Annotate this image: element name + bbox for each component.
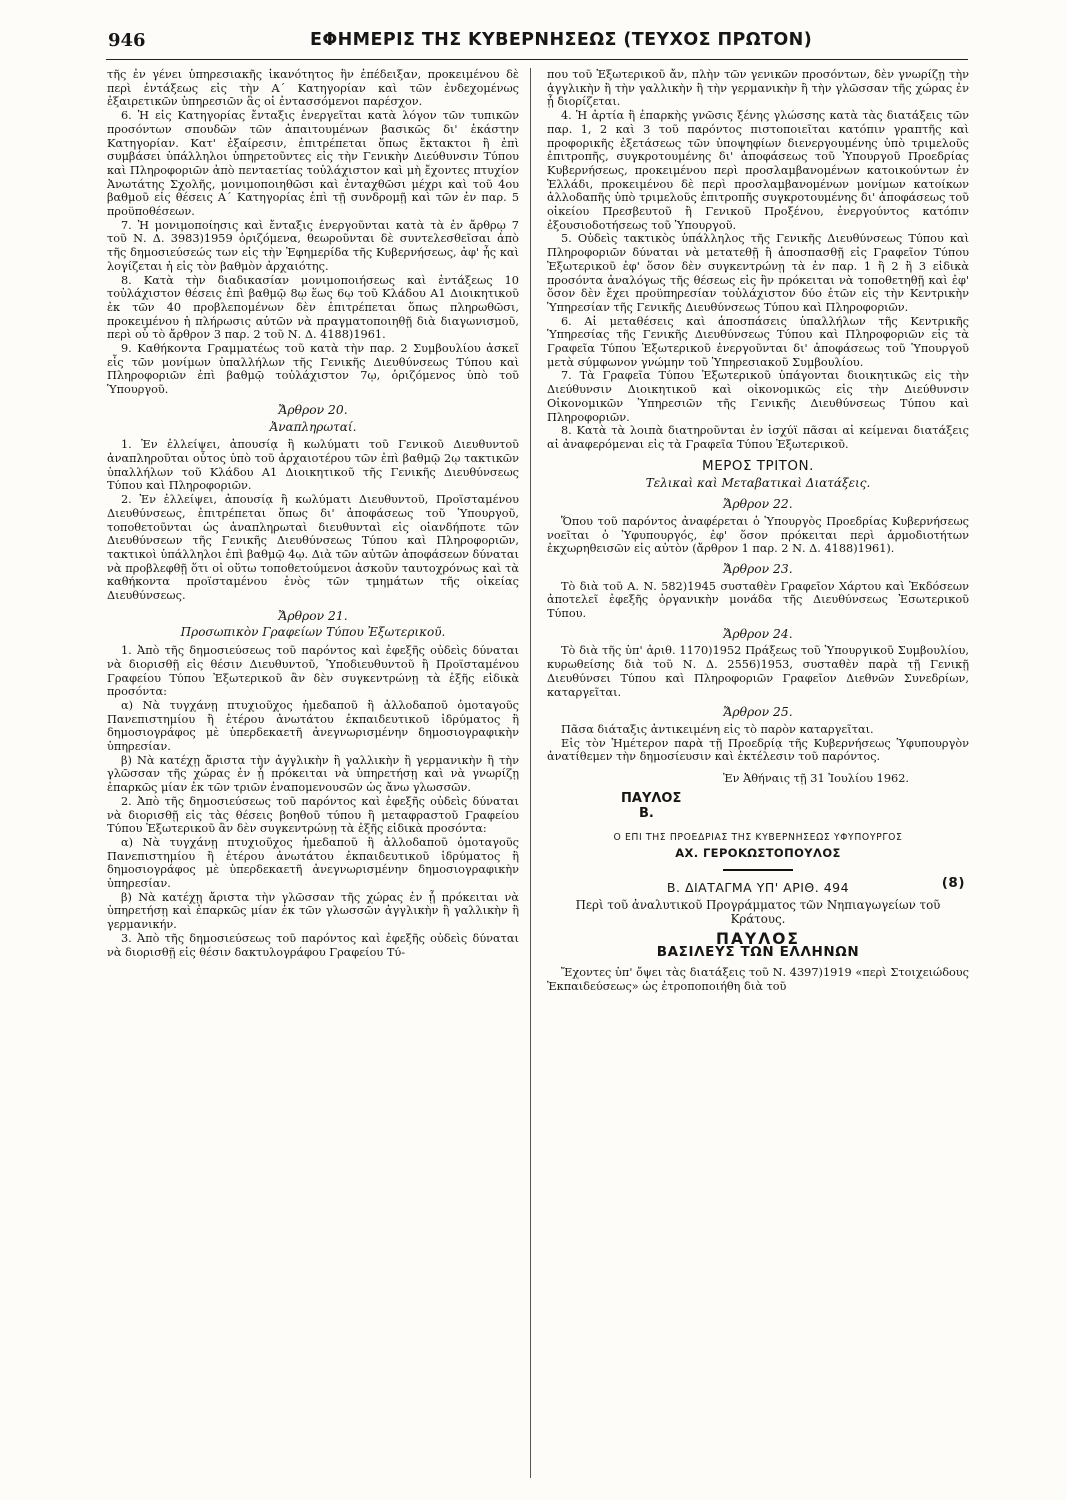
part-subtitle: Τελικαὶ καὶ Μεταβατικαὶ Διατάξεις. (645, 476, 871, 491)
paragraph: 2. Ἐν ἐλλείψει, ἀπουσίᾳ ἢ κωλύματι Διευθυντοῦ, Προϊσταμένου Διευθύνσεως, ἐπιτρέπεται ὅπως δι' ἀποφάσεως τοῦ Ὑπουργοῦ, τοποθετοῦνται ὡς ἀναπληρωταὶ διευθυνταὶ εἰς οἱανδήποτε τῶν Διευθύνσεων τῆς Γενικῆς Διευθύνσεως Τύπου καὶ Πληροφοριῶν, τακτικοὶ ὑπάλληλοι ἐπὶ βαθμῷ 4ῳ. Διὰ τῶν αὐτῶν ἀποφάσεων δύναται νὰ προβλεφθῇ ὅτι οἱ οὕτω τοποθετούμενοι ἀσκοῦν ταυτοχρόνως καὶ τὰ καθήκοντα προϊσταμένου ἑνὸς τῶν τμημάτων τῆς οἰκείας Διευθύνσεως. (107, 493, 519, 603)
decree-heading-text: Β. ΔΙΑΤΑΓΜΑ ΥΠ' ΑΡΙΘ. 494 (666, 879, 850, 895)
paragraph: Ἔχοντες ὑπ' ὄψει τὰς διατάξεις τοῦ Ν. 4397)1919 «περὶ Στοιχειώδους Ἐκπαιδεύσεως» ὡς ἐτροποποιήθη διὰ τοῦ (547, 966, 969, 993)
paragraph: 7. Τὰ Γραφεῖα Τύπου Ἐξωτερικοῦ ὑπάγονται διοικητικῶς εἰς τὴν Διεύθυνσιν Διοικητικοῦ καὶ οἰκονομικῶς εἰς τὴν Διεύθυνσιν Οἰκονομικῶν Ὑπηρεσιῶν τῆς Γενικῆς Διευθύνσεως Τύπου καὶ Πληροφοριῶν. (547, 369, 969, 424)
paragraph: α) Νὰ τυγχάνῃ πτυχιοῦχος ἡμεδαποῦ ἢ ἀλλοδαποῦ ὁμοταγοῦς Πανεπιστημίου ἢ ἑτέρου ἀνωτάτου ἐκπαιδευτικοῦ ἱδρύματος ἢ δημοσιογράφος μὲ ὑπερδεκαετῆ ἀνεγνωρισμένην δημοσιογραφικὴν ὑπηρεσίαν. (107, 835, 519, 891)
signature-initial: Β. (639, 806, 654, 822)
column-divider (530, 68, 531, 1478)
paragraph: β) Νὰ κατέχῃ ἄριστα τὴν ἀγγλικὴν ἢ γαλλικὴν ἢ γερμανικὴν ἢ τὴν γλῶσσαν τῆς χώρας ἐν ᾗ πρόκειται νὰ ὑπηρετήσῃ καὶ νὰ γνωρίζῃ ἐπαρκῶς μίαν ἐκ τῶν τριῶν ἐναπομενουσῶν ὡς ἄνω γλωσσῶν. (107, 753, 519, 795)
paragraph: Πᾶσα διάταξις ἀντικειμένη εἰς τὸ παρὸν καταργεῖται. (561, 722, 874, 736)
part-heading: ΜΕΡΟΣ ΤΡΙΤΟΝ. (702, 457, 814, 474)
paragraph: Τὸ διὰ τῆς ὑπ' ἀριθ. 1170)1952 Πράξεως τοῦ Ὑπουργικοῦ Συμβουλίου, κυρωθείσης διὰ τοῦ Ν. Δ. 2556)1953, συσταθὲν παρὰ τῇ Γενικῇ Διευθύνσει Τύπου καὶ Πληροφοριῶν Γραφεῖον Διεθνῶν Συνεδρίων, καταργεῖται. (547, 644, 969, 699)
paragraph: 9. Καθήκοντα Γραμματέως τοῦ κατὰ τὴν παρ. 2 Συμβουλίου ἀσκεῖ εἷς τῶν μονίμων ὑπαλλήλων τῆς Γενικῆς Διευθύνσεως Τύπου καὶ Πληροφοριῶν ἐπὶ βαθμῷ τοὐλάχιστον 7ῳ, ὁριζόμενος ὑπὸ τοῦ Ὑπουργοῦ. (107, 342, 519, 397)
page-number: 946 (108, 30, 146, 51)
paragraph: 8. Κατὰ τὰ λοιπὰ διατηροῦνται ἐν ἰσχύϊ πᾶσαι αἱ κείμεναι διατάξεις αἱ ἀναφερόμεναι εἰς τὰ Γραφεῖα Τύπου Ἐξωτερικοῦ. (547, 424, 969, 451)
king-name: ΠΑΥΛΟΣ (716, 929, 800, 948)
article-heading: Ἄρθρον 21. (278, 608, 348, 623)
paragraph: 1. Ἐν ἐλλείψει, ἀπουσίᾳ ἢ κωλύματι τοῦ Γενικοῦ Διευθυντοῦ ἀναπληροῦται οὗτος ὑπὸ τοῦ ἀρχαιοτέρου τῶν ἐπὶ βαθμῷ 2ῳ τακτικῶν ὑπαλλήλων τοῦ Κλάδου Α1 Διοικητικοῦ τῆς Γενικῆς Διευθύνσεως Τύπου καὶ Πληροφοριῶν. (107, 438, 519, 493)
decree-heading (547, 874, 969, 895)
signatory-name: ΑΧ. ΓΕΡΟΚΩΣΤΟΠΟΥΛΟΣ (675, 845, 841, 860)
paragraph: 6. Αἱ μεταθέσεις καὶ ἀποσπάσεις ὑπαλλήλων τῆς Κεντρικῆς Ὑπηρεσίας τῆς Γενικῆς Διευθύνσεως Τύπου καὶ Πληροφοριῶν εἰς τὰ Γραφεῖα Τύπου Ἐξωτερικοῦ ἐνεργοῦνται δι' ἀποφάσεως τοῦ Ὑπουργοῦ μετὰ σύμφωνον γνώμην τοῦ Ὑπηρεσιακοῦ Συμβουλίου. (547, 314, 969, 369)
paragraph: 2. Ἀπὸ τῆς δημοσιεύσεως τοῦ παρόντος καὶ ἐφεξῆς οὐδεὶς δύναται νὰ διορισθῇ εἰς τὰς θέσεις βοηθοῦ τύπου ἢ μεταφραστοῦ Γραφείου Τύπου Ἐξωτερικοῦ ἂν δὲν συγκεντρώνῃ τὰ ἑξῆς εἰδικὰ προσόντα: (107, 794, 519, 836)
article-heading: Ἄρθρον 25. (723, 705, 793, 720)
paragraph: τῆς ἐν γένει ὑπηρεσιακῆς ἱκανότητος ἣν ἐπέδειξαν, προκειμένου δὲ περὶ ἐντάξεως εἰς τὴν Α΄ Κατηγορίαν καὶ τῶν ἐνδεχομένως ἐξαιρετικῶν ὑπηρεσιῶν ἃς οἱ ἐντασσόμενοι παρέσχον. (107, 68, 519, 109)
article-subtitle: Προσωπικὸν Γραφείων Τύπου Ἐξωτερικοῦ. (180, 625, 446, 640)
decree-title: Περὶ τοῦ ἀναλυτικοῦ Προγράμματος τῶν Νηπιαγωγείων τοῦ Κράτους. (575, 898, 941, 926)
paragraph: 3. Ἀπὸ τῆς δημοσιεύσεως τοῦ παρόντος καὶ ἐφεξῆς οὐδεὶς δύναται νὰ διορισθῇ εἰς θέσιν δακτυλογράφου Γραφείου Τύ- (107, 931, 519, 959)
article-heading: Ἄρθρον 24. (723, 626, 793, 641)
signature-king: ΠΑΥΛΟΣ (621, 790, 682, 806)
decree-number: (8) (941, 874, 965, 891)
paragraph: 4. Ἡ ἀρτία ἢ ἐπαρκὴς γνῶσις ξένης γλώσσης κατὰ τὰς διατάξεις τῶν παρ. 1, 2 καὶ 3 τοῦ παρόντος πιστοποιεῖται κατόπιν γραπτῆς καὶ προφορικῆς ἐξετάσεως τῶν ὑποψηφίων διενεργουμένης ὑπὸ τριμελοῦς ἐπιτροπῆς, συγκροτουμένης δι' ἀποφάσεως τοῦ Ὑπουργοῦ Προεδρίας Κυβερνήσεως, προκειμένου περὶ προσλαμβανομένων κατοικούντων ἐν Ἑλλάδι, προκειμένου δὲ περὶ προσλαμβανομένων μονίμων κατοίκων ἀλλοδαπῆς ὑπὸ τριμελοῦς ἐπιτροπῆς συγκροτουμένης δι' ἀποφάσεως τοῦ οἰκείου Πρεσβευτοῦ ἢ Γενικοῦ Προξένου, ἐνεργούντος κατόπιν ἐξουσιοδοτήσεως τοῦ Ὑπουργοῦ. (547, 109, 969, 232)
paragraph: 8. Κατὰ τὴν διαδικασίαν μονιμοποιήσεως καὶ ἐντάξεως 10 τοὐλάχιστον θέσεις ἐπὶ βαθμῷ 8ῳ ἕως 6ῳ τοῦ Κλάδου Α1 Διοικητικοῦ ἐκ τῶν 40 προβλεπομένων δὲν ἐπιτρέπεται ὅπως πληρωθῶσι, προκειμένου ἡ πλήρωσις αὐτῶν νὰ πραγματοποιηθῇ διὰ διαγωνισμοῦ, περὶ οὗ τὸ ἄρθρον 3 παρ. 2 τοῦ Ν. Δ. 4188)1961. (107, 273, 519, 342)
paragraph: 5. Οὐδεὶς τακτικὸς ὑπάλληλος τῆς Γενικῆς Διευθύνσεως Τύπου καὶ Πληροφοριῶν δύναται νὰ μετατεθῇ ἢ ἀποσπασθῇ εἰς Γραφεῖον Τύπου Ἐξωτερικοῦ ἐφ' ὅσον δὲν συγκεντρώνῃ τὰ ἐν παρ. 1 ἢ 2 ἢ 3 εἰδικὰ προσόντα ἀναλόγως τῆς θέσεως εἰς ἣν πρόκειται νὰ τοποθετηθῇ καὶ ἐφ' ὅσον δὲν ἔχει προϋπηρεσίαν τοὐλάχιστον δύο ἐτῶν εἰς τὴν Κεντρικὴν Ὑπηρεσίαν τῆς Γενικῆς Διευθύνσεως Τύπου καὶ Πληροφοριῶν. (547, 232, 969, 314)
right-column (547, 68, 969, 993)
decree-date: Ἐν Ἀθήναις τῇ 31 Ἰουλίου 1962. (723, 772, 909, 786)
paragraph: 6. Ἡ εἰς Κατηγορίας ἔνταξις ἐνεργεῖται κατὰ λόγον τῶν τυπικῶν προσόντων σπουδῶν τῶν ἀπαιτουμένων βασικῶς δι' ἑκάστην Κατηγορίαν. Κατ' ἐξαίρεσιν, ἐπιτρέπεται ὅπως ἔκτακτοι ἢ ἐπὶ συμβάσει ὑπάλληλοι ὑπηρετοῦντες εἰς τὴν Γενικὴν Διεύθυνσιν Τύπου καὶ Πληροφοριῶν ἀπὸ πενταετίας τοὐλάχιστον καὶ μὴ ἔχοντες πτυχίον Ἀνωτάτης Σχολῆς, μονιμοποιηθῶσι καὶ ἐνταχθῶσι μέχρι καὶ τοῦ 4ου βαθμοῦ εἰς θέσεις Α΄ Κατηγορίας ἐπὶ τῇ συνδρομῇ καὶ τῶν ἐν παρ. 5 προϋποθέσεων. (107, 109, 519, 219)
paragraph: α) Νὰ τυγχάνῃ πτυχιοῦχος ἡμεδαποῦ ἢ ἀλλοδαποῦ ὁμοταγοῦς Πανεπιστημίου ἢ ἑτέρου ἀνωτάτου ἐκπαιδευτικοῦ ἱδρύματος ἢ δημοσιογράφος μὲ ὑπερδεκαετῆ ἀνεγνωρισμένην δημοσιογραφικὴν ὑπηρεσίαν. (107, 698, 519, 754)
paragraph: Ὅπου τοῦ παρόντος ἀναφέρεται ὁ Ὑπουργὸς Προεδρίας Κυβερνήσεως νοεῖται ὁ Ὑφυπουργός, ἐφ' ὅσον πρόκειται περὶ ἁρμοδιοτήτων ἐκχωρηθεισῶν εἰς αὐτὸν (ἄρθρον 1 παρ. 2 Ν. Δ. 4188)1961). (547, 514, 969, 556)
paragraph: που τοῦ Ἐξωτερικοῦ ἄν, πλὴν τῶν γενικῶν προσόντων, δὲν γνωρίζῃ τὴν ἀγγλικὴν ἢ τὴν γαλλικὴν ἢ τὴν γερμανικὴν ἢ τὴν γλῶσσαν τῆς χώρας ἐν ᾗ διορίζεται. (547, 68, 969, 109)
signatory-role: Ο ΕΠΙ ΤΗΣ ΠΡΟΕΔΡΙΑΣ ΤΗΣ ΚΥΒΕΡΝΗΣΕΩΣ ΥΦΥΠΟΥΡΓΟΣ (613, 832, 903, 844)
left-column (107, 68, 519, 959)
header-rule (106, 59, 968, 60)
king-title: ΒΑΣΙΛΕΥΣ ΤΩΝ ΕΛΛΗΝΩΝ (656, 944, 860, 961)
article-heading: Ἄρθρον 23. (723, 561, 793, 576)
page-header (0, 24, 1066, 64)
section-rule (723, 869, 793, 871)
article-heading: Ἄρθρον 22. (723, 497, 793, 512)
paragraph: 7. Ἡ μονιμοποίησις καὶ ἔνταξις ἐνεργοῦνται κατὰ τὰ ἐν ἄρθρῳ 7 τοῦ Ν. Δ. 3983)1959 ὁριζόμενα, θεωροῦνται δὲ συντελεσθεῖσαι ἀπὸ τῆς δημοσιεύσεώς των εἰς τὴν Ἐφημερίδα τῆς Κυβερνήσεως, ἀφ' ἧς καὶ λογίζεται ἡ εἰς τὸν βαθμὸν ἀρχαιότης. (107, 218, 519, 273)
article-heading: Ἄρθρον 20. (278, 402, 348, 417)
paragraph: Τὸ διὰ τοῦ Α. Ν. 582)1945 συσταθὲν Γραφεῖον Χάρτου καὶ Ἐκδόσεων ἀποτελεῖ ἐφεξῆς ὀργανικὴν μονάδα τῆς Διευθύνσεως Ἐσωτερικοῦ Τύπου. (547, 579, 969, 621)
paragraph: β) Νὰ κατέχῃ ἄριστα τὴν γλῶσσαν τῆς χώρας ἐν ᾗ πρόκειται νὰ ὑπηρετήσῃ καὶ ἐπαρκῶς μίαν ἐκ τῶν γλωσσῶν ἀγγλικὴν ἢ γαλλικὴν ἢ γερμανικήν. (107, 890, 519, 932)
gazette-title: ΕΦΗΜΕΡΙΣ ΤΗΣ ΚΥΒΕΡΝΗΣΕΩΣ (ΤΕΥΧΟΣ ΠΡΩΤΟΝ) (310, 30, 813, 50)
paragraph: 1. Ἀπὸ τῆς δημοσιεύσεως τοῦ παρόντος καὶ ἐφεξῆς οὐδεὶς δύναται νὰ διορισθῇ εἰς θέσιν Διευθυντοῦ, Ὑποδιευθυντοῦ ἢ Προϊσταμένου Γραφείου Τύπου Ἐξωτερικοῦ ἂν δὲν συγκεντρώνῃ τὰ ἑξῆς εἰδικὰ προσόντα: (107, 644, 519, 699)
article-subtitle: Ἀναπληρωταί. (269, 419, 357, 434)
paragraph: Εἰς τὸν Ἡμέτερον παρὰ τῇ Προεδρίᾳ τῆς Κυβερνήσεως Ὑφυπουργὸν ἀνατίθεμεν τὴν δημοσίευσιν καὶ ἐκτέλεσιν τοῦ παρόντος. (547, 736, 969, 764)
